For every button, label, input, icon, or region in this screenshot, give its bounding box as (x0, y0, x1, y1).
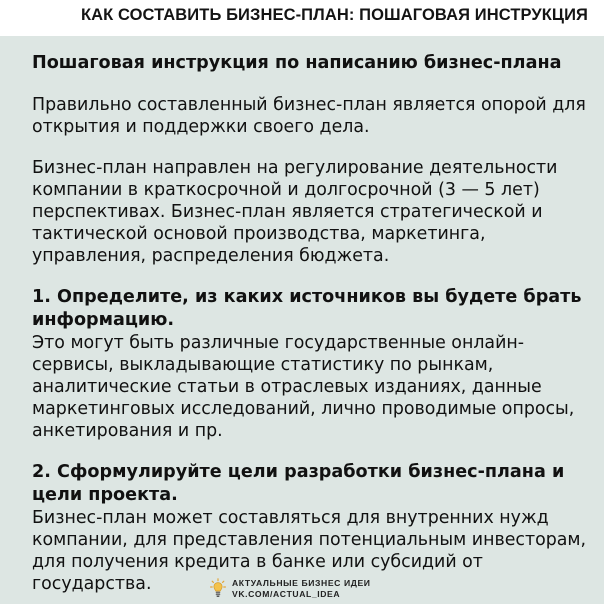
footer-brand[interactable] (210, 575, 371, 603)
footer-text (232, 578, 371, 600)
page-title: КАК СОСТАВИТЬ БИЗНЕС-ПЛАН: ПОШАГОВАЯ ИНСТРУКЦИЯ (80, 6, 588, 24)
step-1-title: 1. Определите, из каких источников вы будете брать информацию. (32, 287, 582, 330)
footer-link[interactable]: VK.COM/ACTUAL_IDEA (232, 589, 341, 599)
step-1 (32, 286, 588, 442)
footer-line-1: АКТУАЛЬНЫЕ БИЗНЕС ИДЕИ (232, 578, 371, 588)
lightbulb-icon (210, 578, 226, 600)
step-2-title: 2. Сформулируйте цели разработки бизнес-плана и цели проекта. (32, 462, 565, 505)
intro-paragraph-2: Бизнес-план направлен на регулирование деятельности компании в краткосрочной и долгосрочной (3 — 5 лет) перспективах. Бизнес-план является стратегической и тактической основой производства, маркетинга, управления, распределения бюджета. (32, 158, 558, 266)
step-2-body: Бизнес-план может составляться для внутренних нужд компании, для представления потенциальным инвесторам, для получения кредита в банке или субсидий от государства. (32, 508, 587, 594)
step-1-body: Это могут быть различные государственные онлайн-сервисы, выкладывающие статистику по рынкам, аналитические статьи в отраслевых изданиях, данные маркетинговых исследований, лично проводимые опросы, анкетирования и пр. (32, 333, 575, 441)
header-bar (0, 0, 604, 36)
article-heading: Пошаговая инструкция по написанию бизнес-плана (32, 53, 562, 73)
article-body (32, 48, 588, 595)
intro-paragraph-1: Правильно составленный бизнес-план является опорой для открытия и поддержки своего дела. (32, 95, 586, 137)
